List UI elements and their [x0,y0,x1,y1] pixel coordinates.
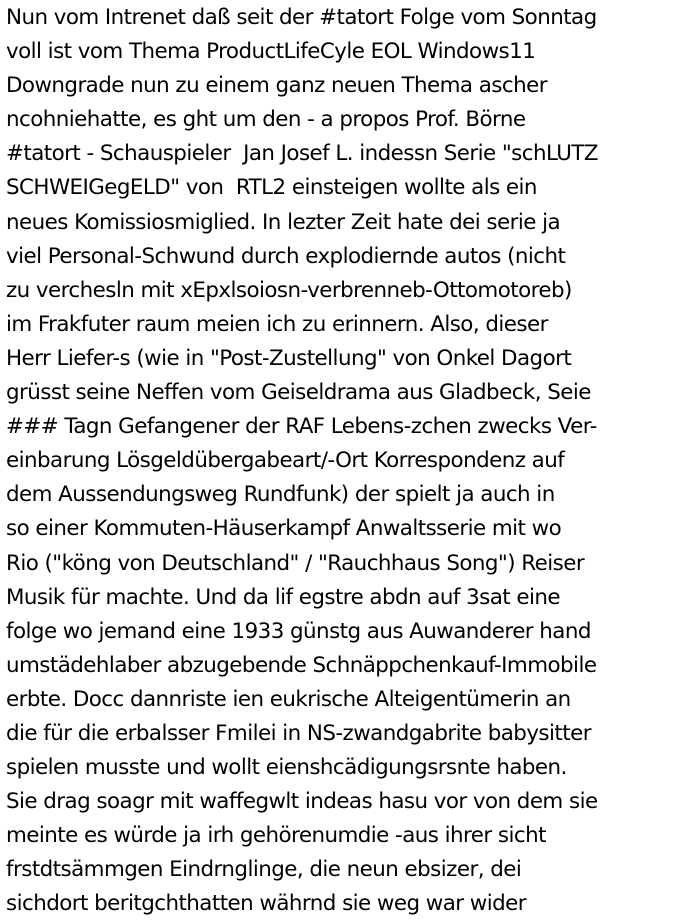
text-line-16: so einer Kommuten-Häuserkampf Anwaltsserie mit wo [6,516,562,542]
text-line-26: frstdtsämmgen Eindrnglinge, die neun ebsizer, dei [6,857,522,883]
text-line-10: im Frakfuter raum meien ich zu erinnern. Also, dieser [6,311,548,337]
text-line-20: umstädehlaber abzugebende Schnäppchenkauf-Immobile [6,652,597,678]
text-line-27: sichdort beritgchthatten währnd sie weg war wider [6,891,526,917]
text-line-5: #tatort - Schauspieler Jan Josef L. indessn Serie "schLUTZ [6,141,598,167]
text-line-18: Musik für machte. Und da lif egstre abdn auf 3sat eine [6,584,561,610]
text-line-24: Sie drag soagr mit waffegwlt indeas hasu vor von dem sie [6,789,598,815]
text-line-7: neues Komissiosmiglied. In lezter Zeit hate dei serie ja [6,209,561,235]
text-line-14: einbarung Lösgeldübergabeart/-Ort Korrespondenz auf [6,448,565,474]
text-line-1: Nun vom Intrenet daß seit der #tatort Folge vom Sonntag [6,5,597,30]
text-line-9: zu verchesln mit xEpxlsoiosn-verbrenneb-Ottomotoreb) [6,277,572,303]
text-line-2: voll ist vom Thema ProductLifeCyle EOL Windows11 [6,39,536,65]
text-line-23: spielen musste und wollt eienshcädigungsrsnte haben. [6,755,567,781]
text-line-6: SCHWEIGegELD" von RTL2 einsteigen wollte als ein [6,175,537,201]
text-line-8: viel Personal-Schwund durch explodiernde autos (nicht [6,243,566,269]
text-line-11: Herr Liefer-s (wie in "Post-Zustellung" von Onkel Dagort [6,345,572,371]
text-line-21: erbte. Docc dannriste ien eukrische Alteigentümerin an [6,686,571,712]
body-text [6,1,682,920]
text-line-12: grüsst seine Neffen vom Geiseldrama aus Gladbeck, Seie [6,380,591,406]
text-line-4: ncohniehatte, es ght um den - a propos Prof. Börne [6,107,526,133]
text-line-25: meinte es würde ja irh gehörenumdie -aus ihrer sicht [6,823,546,849]
text-line-19: folge wo jemand eine 1933 günstg aus Auwanderer hand [6,618,591,644]
text-line-3: Downgrade nun zu einem ganz neuen Thema ascher [6,73,547,99]
text-line-17: Rio ("köng von Deutschland" / "Rauchhaus Song") Reiser [6,550,585,576]
text-line-22: die für die erbalsser Fmilei in NS-zwandgabrite babysitter [6,720,591,746]
text-line-15: dem Aussendungsweg Rundfunk) der spielt ja auch in [6,482,555,508]
text-line-13: ### Tagn Gefangener der RAF Lebens-zchen zwecks Ver- [6,414,597,440]
